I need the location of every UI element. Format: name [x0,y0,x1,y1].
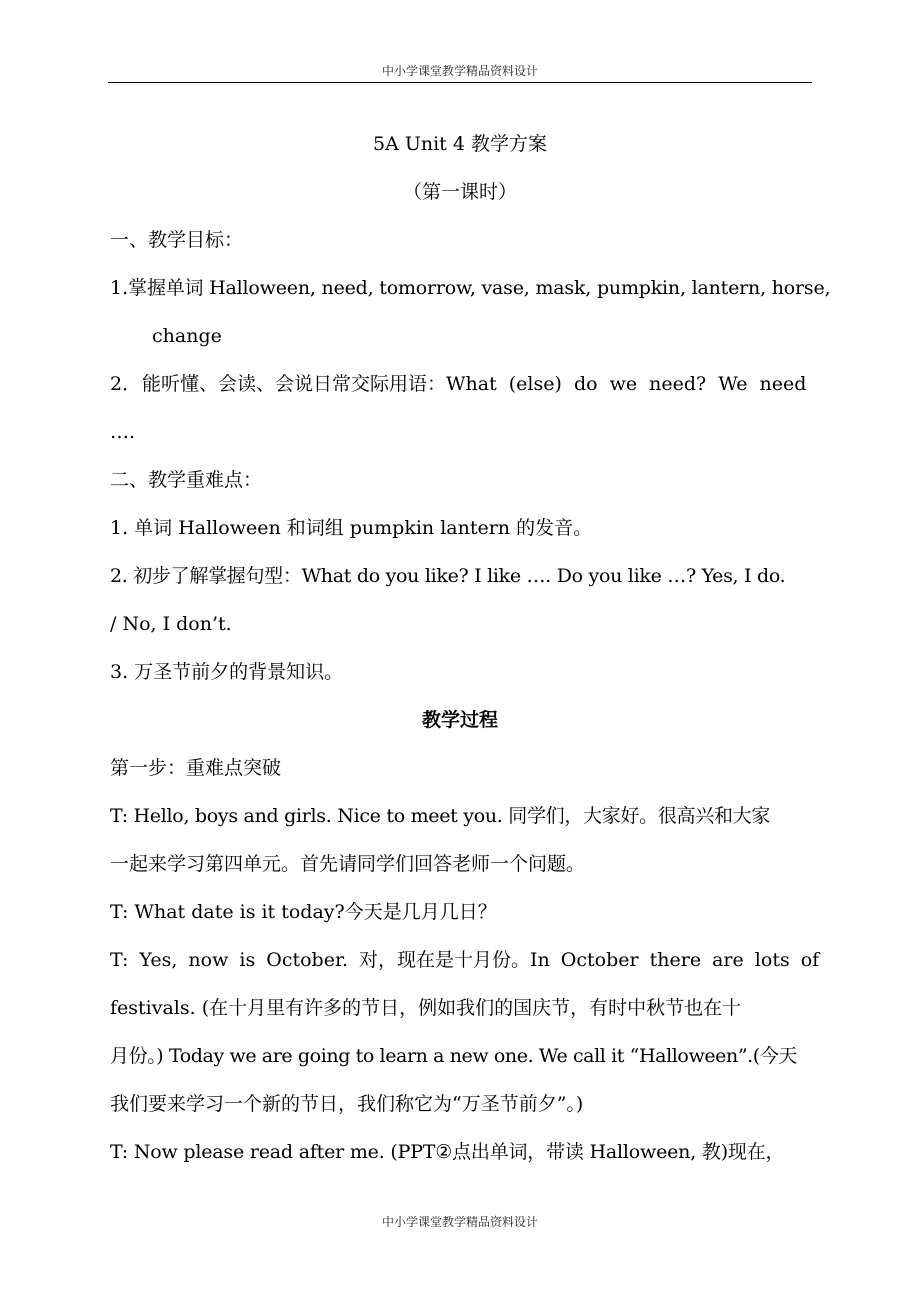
document-title: 5A Unit 4 教学方案 [373,133,547,155]
step-1-heading: 第一步：重难点突破 [110,757,282,779]
key-point-2: 2. 初步了解掌握句型：What do you like? I like …. Do you like …? Yes, I do. [110,565,786,587]
objective-2-text: 能听懂、会读、会说日常交际用语：What (else) do we need? We need [142,373,807,395]
paragraph-3-line-1: T: Yes, now is October. 对，现在是十月份。In October there are lots of [110,949,820,971]
objective-2-continuation: …. [110,421,136,443]
objective-1 [110,264,831,312]
document-body [110,120,831,1176]
objective-1-continuation: change [152,325,222,347]
paragraph-2: T: What date is it today?今天是几月几日？ [110,901,497,923]
objective-1-number: 1. [110,277,129,299]
paragraph-3-line-2: festivals. (在十月里有许多的节日，例如我们的国庆节，有时中秋节也在十 [110,997,742,1019]
process-heading: 教学过程 [421,709,498,731]
page-footer: 中小学课堂教学精品资料设计 [381,1215,538,1229]
objective-2 [110,360,810,408]
objective-1-text: 掌握单词 Halloween, need, tomorrow, vase, mask, pumpkin, lantern, horse, [128,277,831,299]
paragraph-1-line-1: T: Hello, boys and girls. Nice to meet you. 同学们，大家好。很高兴和大家 [110,805,771,827]
paragraph-3-line-3: 月份。) Today we are going to learn a new one. We call it “Halloween”.(今天 [110,1045,798,1067]
section-heading-objectives: 一、教学目标： [110,229,244,251]
paragraph-4-line-1: T: Now please read after me. (PPT②点出单词，带读 Halloween, 教)现在， [110,1141,785,1163]
key-point-2-continuation: / No, I don’t. [110,613,232,635]
objective-2-number: 2． [110,373,142,395]
key-point-3: 3. 万圣节前夕的背景知识。 [110,661,344,683]
section-heading-key-points: 二、教学重难点： [110,469,263,491]
paragraph-1-line-2: 一起来学习第四单元。首先请同学们回答老师一个问题。 [110,853,586,875]
document-subtitle: （第一课时） [402,181,517,203]
header-rule [108,82,812,83]
paragraph-3-line-4: 我们要来学习一个新的节日，我们称它为“万圣节前夕”。) [110,1093,584,1115]
key-point-1: 1. 单词 Halloween 和词组 pumpkin lantern 的发音。 [110,517,593,539]
page-header: 中小学课堂教学精品资料设计 [381,64,538,78]
